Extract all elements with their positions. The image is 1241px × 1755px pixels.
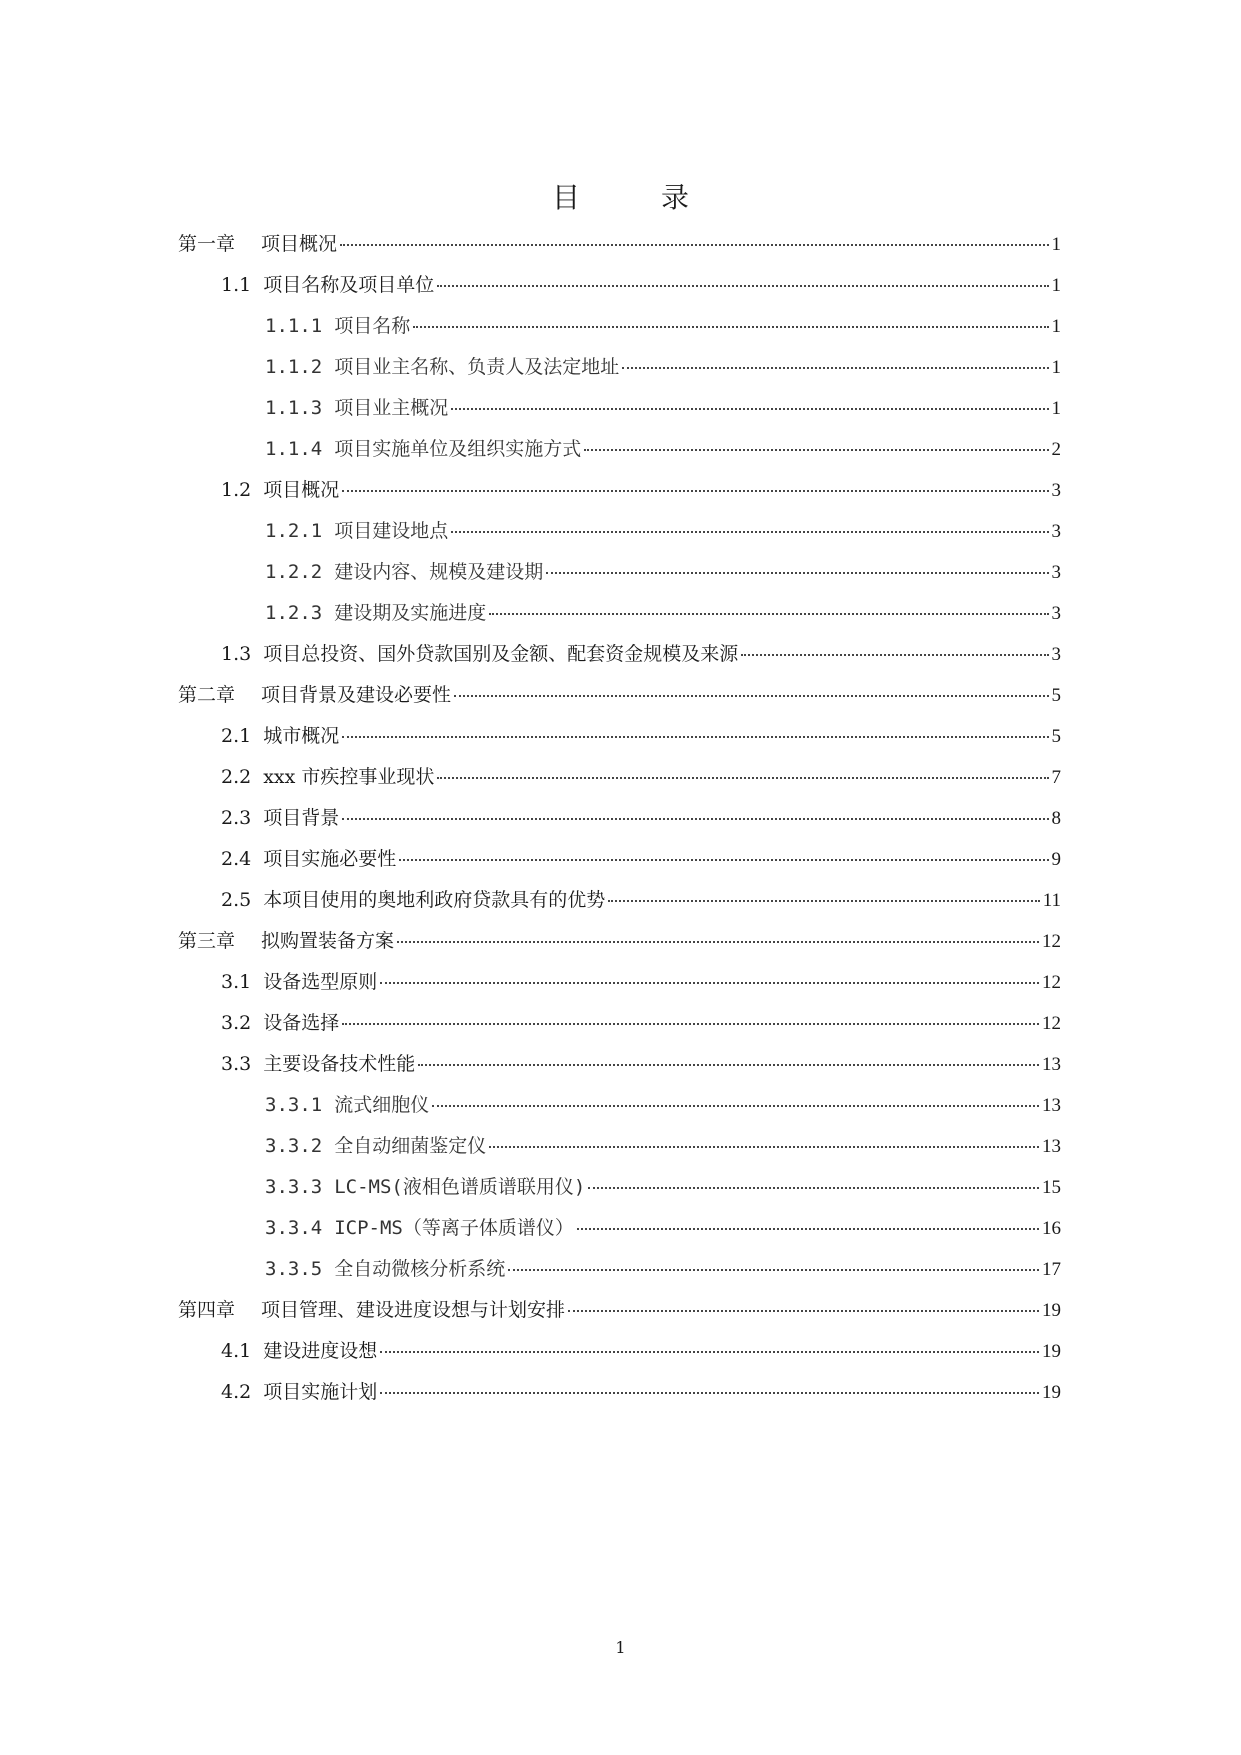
toc-entry-level-3[interactable] [265,1090,1061,1120]
dot-leader [489,1146,1039,1148]
dot-leader [741,654,1048,656]
toc-entry-number: 4.2 [221,1381,252,1403]
toc-entry-number: 2.3 [221,807,252,829]
toc-entry-level-2[interactable] [221,1377,1061,1407]
dot-leader [399,859,1048,861]
toc-entry-level-2[interactable] [221,475,1061,505]
dot-leader [418,1064,1039,1066]
toc-entry-title: 城市概况 [263,725,340,747]
toc-entry-page: 19 [1042,1300,1061,1321]
toc-entry-page: 13 [1042,1136,1061,1157]
toc-entry-level-3[interactable] [265,516,1061,546]
toc-entry-number: 3.3.3 [265,1176,323,1198]
toc-entry-number: 4.1 [221,1340,252,1362]
toc-entry-title: 拟购置装备方案 [261,930,395,952]
toc-entry-level-3[interactable] [265,598,1061,628]
toc-entry-title: xxx 市疾控事业现状 [263,766,435,788]
toc-entry-level-1[interactable] [178,926,1061,956]
toc-entry-page: 16 [1042,1218,1061,1239]
dot-leader [568,1310,1039,1312]
toc-entry-title: 项目名称及项目单位 [263,274,435,296]
dot-leader [584,449,1048,451]
toc-entry-number: 1.3 [221,643,252,665]
toc-entry-page: 2 [1051,439,1061,460]
toc-entry-page: 3 [1051,521,1061,542]
toc-entry-level-3[interactable] [265,311,1061,341]
toc-entry-title: 全自动细菌鉴定仪 [334,1135,487,1157]
toc-entry-level-3[interactable] [265,557,1061,587]
toc-entry-page: 9 [1051,849,1061,870]
toc-entry-level-2[interactable] [221,844,1061,874]
toc-entry-title: 项目实施计划 [263,1381,378,1403]
toc-entry-page: 1 [1051,357,1061,378]
toc-entry-title: 设备选择 [263,1012,340,1034]
toc-entry-title: 全自动微核分析系统 [334,1258,506,1280]
dot-leader [437,285,1048,287]
dot-leader [380,1392,1039,1394]
dot-leader [622,367,1048,369]
dot-leader [451,408,1048,410]
toc-entry-number: 3.3.4 [265,1217,323,1239]
toc-entry-page: 12 [1042,972,1061,993]
dot-leader [577,1228,1039,1230]
toc-entry-level-1[interactable] [178,680,1061,710]
toc-entry-number: 1.2.3 [265,602,323,624]
toc-entry-number: 2.4 [221,848,252,870]
toc-entry-number: 3.3.2 [265,1135,323,1157]
toc-title: 目 录 [552,181,725,214]
toc-entry-title: 项目概况 [263,479,340,501]
toc-entry-level-3[interactable] [265,1131,1061,1161]
toc-entry-title: 项目概况 [261,233,338,255]
toc-entry-number: 3.3.1 [265,1094,323,1116]
toc-entry-page: 12 [1042,1013,1061,1034]
toc-entry-number: 1.1 [221,274,252,296]
toc-entry-title: LC-MS(液相色谱质谱联用仪) [334,1176,586,1198]
toc-entry-level-1[interactable] [178,229,1061,259]
toc-entry-number: 3.1 [221,971,252,993]
toc-entry-level-2[interactable] [221,270,1061,300]
toc-entry-title: 项目实施必要性 [263,848,397,870]
toc-entry-title: 项目总投资、国外贷款国别及金额、配套资金规模及来源 [263,643,739,665]
toc-entry-number: 1.2 [221,479,252,501]
toc-entry-level-1[interactable] [178,1295,1061,1325]
dot-leader [588,1187,1039,1189]
toc-entry-number: 2.5 [221,889,252,911]
toc-entry-page: 1 [1051,234,1061,255]
toc-entry-number: 2.1 [221,725,252,747]
toc-entry-number: 第四章 [178,1299,236,1321]
toc-entry-title: 设备选型原则 [263,971,378,993]
dot-leader [380,1351,1039,1353]
toc-entry-number: 第一章 [178,233,236,255]
toc-entry-number: 3.3.5 [265,1258,323,1280]
toc-entry-title: 建设进度设想 [263,1340,378,1362]
dot-leader [397,941,1039,943]
dot-leader [342,818,1048,820]
toc-entry-level-2[interactable] [221,1008,1061,1038]
toc-entry-title: ICP-MS（等离子体质谱仪） [334,1217,574,1239]
toc-entry-number: 2.2 [221,766,252,788]
dot-leader [437,777,1048,779]
toc-entry-level-2[interactable] [221,803,1061,833]
toc-entry-page: 1 [1051,275,1061,296]
toc-entry-page: 19 [1042,1341,1061,1362]
dot-leader [451,531,1048,533]
toc-entry-number: 1.2.1 [265,520,323,542]
toc-entry-level-3[interactable] [265,1254,1061,1284]
page-number: 1 [615,1638,626,1657]
toc-entry-number: 1.1.4 [265,438,323,460]
dot-leader [340,244,1048,246]
toc-entry-page: 12 [1042,931,1061,952]
toc-entry-title: 本项目使用的奥地利政府贷款具有的优势 [263,889,606,911]
toc-entry-level-2[interactable] [221,762,1061,792]
toc-entry-page: 3 [1051,644,1061,665]
toc-entry-level-3[interactable] [265,1213,1061,1243]
toc-entry-level-2[interactable] [221,967,1061,997]
dot-leader [380,982,1039,984]
toc-entry-page: 11 [1042,890,1061,911]
toc-entry-level-2[interactable] [221,1336,1061,1366]
toc-entry-page: 13 [1042,1095,1061,1116]
toc-entry-page: 3 [1051,603,1061,624]
toc-entry-level-3[interactable] [265,1172,1061,1202]
toc-entry-number: 1.2.2 [265,561,323,583]
toc-entry-page: 8 [1051,808,1061,829]
toc-entry-title: 流式细胞仪 [334,1094,430,1116]
toc-entry-page: 7 [1051,767,1061,788]
dot-leader [342,736,1048,738]
toc-entry-page: 1 [1051,316,1061,337]
dot-leader [546,572,1048,574]
toc-entry-level-3[interactable] [265,434,1061,464]
toc-entry-level-2[interactable] [221,885,1061,915]
toc-entry-page: 5 [1051,685,1061,706]
toc-entry-page: 3 [1051,562,1061,583]
toc-entry-level-2[interactable] [221,721,1061,751]
toc-entry-title: 项目背景 [263,807,340,829]
toc-entry-page: 1 [1051,398,1061,419]
toc-entry-number: 1.1.2 [265,356,323,378]
toc-entry-title: 项目名称 [334,315,411,337]
toc-entry-title: 项目建设地点 [334,520,449,542]
dot-leader [608,900,1039,902]
toc-entry-page: 15 [1042,1177,1061,1198]
toc-entry-title: 建设内容、规模及建设期 [334,561,544,583]
dot-leader [342,490,1048,492]
toc-entry-level-2[interactable] [221,639,1061,669]
toc-entry-number: 1.1.1 [265,315,323,337]
toc-entry-title: 项目背景及建设必要性 [261,684,452,706]
toc-entry-title: 项目业主名称、负责人及法定地址 [334,356,620,378]
dot-leader [432,1105,1039,1107]
toc-entry-page: 19 [1042,1382,1061,1403]
toc-entry-title: 项目业主概况 [334,397,449,419]
toc-entry-title: 项目实施单位及组织实施方式 [334,438,582,460]
toc-entry-title: 主要设备技术性能 [263,1053,416,1075]
dot-leader [454,695,1048,697]
dot-leader [508,1269,1039,1271]
dot-leader [342,1023,1039,1025]
toc-entry-page: 17 [1042,1259,1061,1280]
toc-entry-number: 3.2 [221,1012,252,1034]
toc-entry-title: 建设期及实施进度 [334,602,487,624]
toc-entry-page: 5 [1051,726,1061,747]
toc-entry-level-3[interactable] [265,393,1061,423]
toc-entry-level-2[interactable] [221,1049,1061,1079]
dot-leader [413,326,1048,328]
toc-entry-number: 1.1.3 [265,397,323,419]
toc-entry-title: 项目管理、建设进度设想与计划安排 [261,1299,566,1321]
toc-entry-number: 第二章 [178,684,236,706]
toc-entry-number: 第三章 [178,930,236,952]
toc-entry-number: 3.3 [221,1053,252,1075]
toc-entry-level-3[interactable] [265,352,1061,382]
toc-entry-page: 3 [1051,480,1061,501]
toc-entry-page: 13 [1042,1054,1061,1075]
dot-leader [489,613,1048,615]
